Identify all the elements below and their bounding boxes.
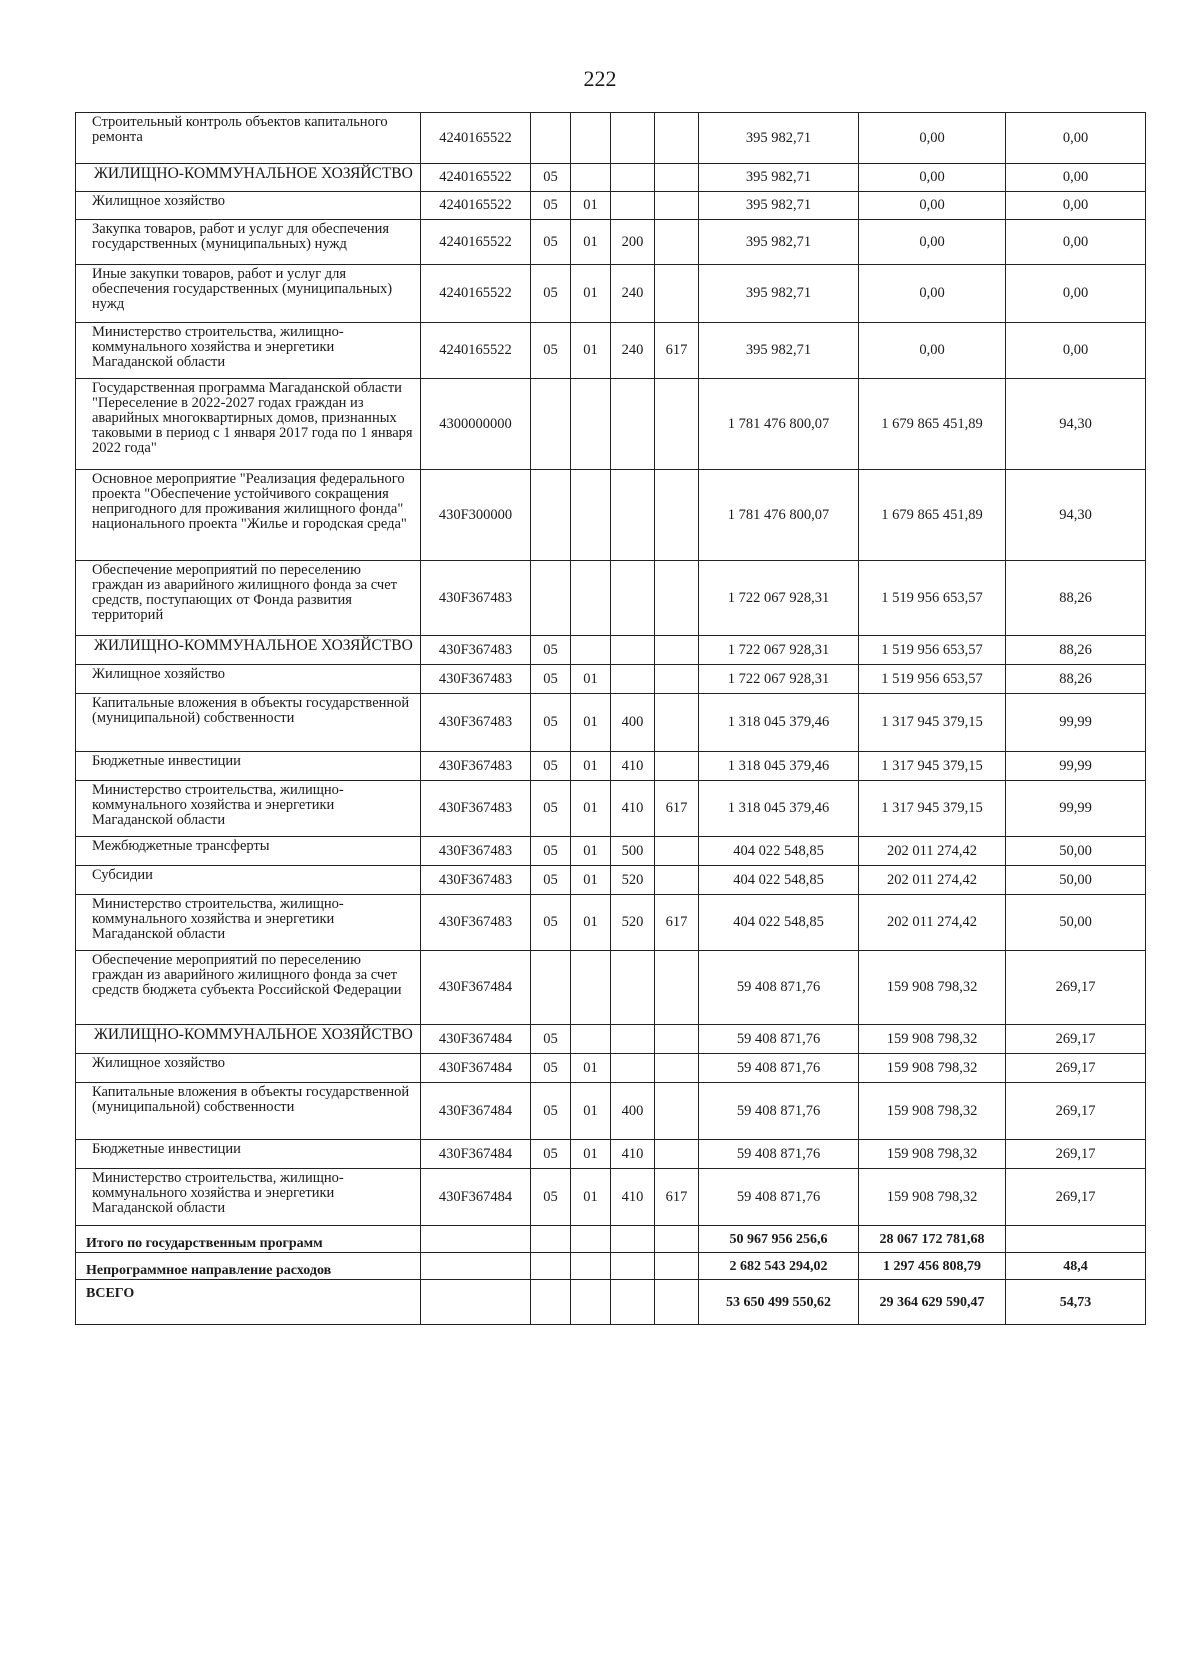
row-percent: 50,00 xyxy=(1006,895,1146,951)
table-row xyxy=(76,694,1146,752)
row-administrator: 617 xyxy=(655,1169,699,1226)
row-administrator xyxy=(655,164,699,192)
row-percent: 99,99 xyxy=(1006,694,1146,752)
row-section: 05 xyxy=(531,636,571,665)
row-name: ЖИЛИЩНО-КОММУНАЛЬНОЕ ХОЗЯЙСТВО xyxy=(76,164,421,192)
row-actual-amount: 1 317 945 379,15 xyxy=(859,781,1006,837)
row-subsection: 01 xyxy=(571,781,611,837)
row-percent: 0,00 xyxy=(1006,323,1146,379)
row-planned-amount: 1 318 045 379,46 xyxy=(699,694,859,752)
row-planned-amount: 1 722 067 928,31 xyxy=(699,636,859,665)
row-actual-amount: 159 908 798,32 xyxy=(859,1169,1006,1226)
row-section: 05 xyxy=(531,694,571,752)
table-row xyxy=(76,1140,1146,1169)
row-expense-type: 410 xyxy=(611,752,655,781)
total-planned-amount: 50 967 956 256,6 xyxy=(699,1226,859,1253)
row-actual-amount: 159 908 798,32 xyxy=(859,1140,1006,1169)
row-percent: 269,17 xyxy=(1006,951,1146,1025)
row-target-code: 430F367483 xyxy=(421,561,531,636)
row-target-code: 4300000000 xyxy=(421,379,531,470)
row-target-code: 430F367483 xyxy=(421,752,531,781)
row-administrator: 617 xyxy=(655,781,699,837)
row-administrator xyxy=(655,1083,699,1140)
row-percent: 88,26 xyxy=(1006,561,1146,636)
row-planned-amount: 59 408 871,76 xyxy=(699,1140,859,1169)
row-planned-amount: 395 982,71 xyxy=(699,113,859,164)
row-name: Министерство строительства, жилищно-коммунального хозяйства и энергетики Магаданской области xyxy=(76,1169,421,1226)
row-administrator xyxy=(655,113,699,164)
row-planned-amount: 395 982,71 xyxy=(699,265,859,323)
row-percent: 88,26 xyxy=(1006,636,1146,665)
row-name: Жилищное хозяйство xyxy=(76,665,421,694)
row-subsection: 01 xyxy=(571,323,611,379)
row-administrator xyxy=(655,951,699,1025)
row-section: 05 xyxy=(531,1025,571,1054)
table-row xyxy=(76,752,1146,781)
row-name: Закупка товаров, работ и услуг для обеспечения государственных (муниципальных) нужд xyxy=(76,220,421,265)
row-planned-amount: 59 408 871,76 xyxy=(699,1169,859,1226)
row-target-code: 430F367483 xyxy=(421,895,531,951)
row-actual-amount: 159 908 798,32 xyxy=(859,951,1006,1025)
row-expense-type: 240 xyxy=(611,323,655,379)
row-administrator xyxy=(655,265,699,323)
row-target-code: 430F367483 xyxy=(421,694,531,752)
row-expense-type: 400 xyxy=(611,694,655,752)
row-administrator xyxy=(655,752,699,781)
table-row xyxy=(76,470,1146,561)
row-expense-type xyxy=(611,636,655,665)
row-subsection: 01 xyxy=(571,1140,611,1169)
table-row xyxy=(76,323,1146,379)
row-target-code: 430F300000 xyxy=(421,470,531,561)
row-actual-amount: 0,00 xyxy=(859,265,1006,323)
row-expense-type xyxy=(611,379,655,470)
row-actual-amount: 1 679 865 451,89 xyxy=(859,470,1006,561)
row-section xyxy=(531,951,571,1025)
total-planned-amount: 2 682 543 294,02 xyxy=(699,1253,859,1280)
row-percent: 88,26 xyxy=(1006,665,1146,694)
row-percent: 0,00 xyxy=(1006,220,1146,265)
row-planned-amount: 395 982,71 xyxy=(699,192,859,220)
row-percent: 269,17 xyxy=(1006,1054,1146,1083)
grand-total-planned-amount: 53 650 499 550,62 xyxy=(699,1280,859,1325)
row-target-code: 4240165522 xyxy=(421,164,531,192)
row-percent: 99,99 xyxy=(1006,781,1146,837)
table-row xyxy=(76,164,1146,192)
total-actual-amount: 1 297 456 808,79 xyxy=(859,1253,1006,1280)
table-row xyxy=(76,636,1146,665)
row-percent: 0,00 xyxy=(1006,164,1146,192)
row-percent: 0,00 xyxy=(1006,192,1146,220)
grand-total-row xyxy=(76,1280,1146,1325)
row-percent: 269,17 xyxy=(1006,1140,1146,1169)
row-name: Основное мероприятие "Реализация федерального проекта "Обеспечение устойчивого сокращения непригодного для проживания жилищного фонда" национального проекта "Жилье и городская среда" xyxy=(76,470,421,561)
row-actual-amount: 1 519 956 653,57 xyxy=(859,665,1006,694)
row-target-code: 4240165522 xyxy=(421,323,531,379)
row-section: 05 xyxy=(531,895,571,951)
row-section xyxy=(531,470,571,561)
row-administrator xyxy=(655,665,699,694)
row-subsection: 01 xyxy=(571,665,611,694)
row-target-code: 430F367483 xyxy=(421,665,531,694)
row-subsection: 01 xyxy=(571,837,611,866)
row-subsection: 01 xyxy=(571,895,611,951)
row-section: 05 xyxy=(531,665,571,694)
row-percent: 269,17 xyxy=(1006,1169,1146,1226)
row-name: Министерство строительства, жилищно-коммунального хозяйства и энергетики Магаданской области xyxy=(76,895,421,951)
table-row xyxy=(76,1025,1146,1054)
row-administrator xyxy=(655,694,699,752)
row-administrator xyxy=(655,1054,699,1083)
table-row xyxy=(76,1083,1146,1140)
row-name: Бюджетные инвестиции xyxy=(76,1140,421,1169)
row-subsection: 01 xyxy=(571,752,611,781)
table-row xyxy=(76,837,1146,866)
row-section: 05 xyxy=(531,837,571,866)
row-planned-amount: 1 722 067 928,31 xyxy=(699,665,859,694)
table-row xyxy=(76,665,1146,694)
row-actual-amount: 159 908 798,32 xyxy=(859,1083,1006,1140)
row-target-code: 430F367484 xyxy=(421,1083,531,1140)
row-percent: 50,00 xyxy=(1006,866,1146,895)
row-section: 05 xyxy=(531,164,571,192)
row-planned-amount: 1 722 067 928,31 xyxy=(699,561,859,636)
row-expense-type xyxy=(611,951,655,1025)
table-row xyxy=(76,192,1146,220)
row-section xyxy=(531,379,571,470)
row-subsection xyxy=(571,379,611,470)
row-actual-amount: 0,00 xyxy=(859,323,1006,379)
row-expense-type: 410 xyxy=(611,781,655,837)
row-actual-amount: 0,00 xyxy=(859,113,1006,164)
row-planned-amount: 404 022 548,85 xyxy=(699,895,859,951)
row-percent: 0,00 xyxy=(1006,265,1146,323)
table-row xyxy=(76,1054,1146,1083)
row-administrator: 617 xyxy=(655,895,699,951)
row-target-code: 430F367483 xyxy=(421,636,531,665)
row-name: Межбюджетные трансферты xyxy=(76,837,421,866)
row-section: 05 xyxy=(531,1169,571,1226)
row-administrator: 617 xyxy=(655,323,699,379)
row-section: 05 xyxy=(531,752,571,781)
total-percent: 48,4 xyxy=(1006,1253,1146,1280)
row-section xyxy=(531,561,571,636)
row-name: Обеспечение мероприятий по переселению граждан из аварийного жилищного фонда за счет средств, поступающих от Фонда развития территорий xyxy=(76,561,421,636)
table-row xyxy=(76,951,1146,1025)
row-name: ЖИЛИЩНО-КОММУНАЛЬНОЕ ХОЗЯЙСТВО xyxy=(76,1025,421,1054)
row-name: Капитальные вложения в объекты государственной (муниципальной) собственности xyxy=(76,694,421,752)
total-actual-amount: 28 067 172 781,68 xyxy=(859,1226,1006,1253)
row-actual-amount: 1 679 865 451,89 xyxy=(859,379,1006,470)
row-planned-amount: 395 982,71 xyxy=(699,323,859,379)
table-row xyxy=(76,781,1146,837)
row-percent: 0,00 xyxy=(1006,113,1146,164)
row-subsection xyxy=(571,951,611,1025)
table-row xyxy=(76,866,1146,895)
row-actual-amount: 202 011 274,42 xyxy=(859,895,1006,951)
table-row xyxy=(76,895,1146,951)
row-actual-amount: 0,00 xyxy=(859,220,1006,265)
row-administrator xyxy=(655,470,699,561)
row-expense-type xyxy=(611,1025,655,1054)
row-subsection: 01 xyxy=(571,1169,611,1226)
row-name: Бюджетные инвестиции xyxy=(76,752,421,781)
row-expense-type: 400 xyxy=(611,1083,655,1140)
row-planned-amount: 404 022 548,85 xyxy=(699,837,859,866)
row-administrator xyxy=(655,220,699,265)
row-expense-type: 410 xyxy=(611,1140,655,1169)
row-percent: 50,00 xyxy=(1006,837,1146,866)
row-section: 05 xyxy=(531,265,571,323)
row-target-code: 430F367483 xyxy=(421,781,531,837)
total-label: Непрограммное направление расходов xyxy=(76,1253,421,1280)
row-subsection: 01 xyxy=(571,220,611,265)
grand-total-percent: 54,73 xyxy=(1006,1280,1146,1325)
row-name: Иные закупки товаров, работ и услуг для обеспечения государственных (муниципальных) нужд xyxy=(76,265,421,323)
row-name: Обеспечение мероприятий по переселению граждан из аварийного жилищного фонда за счет средств бюджета субъекта Российской Федерации xyxy=(76,951,421,1025)
row-name: Жилищное хозяйство xyxy=(76,192,421,220)
row-planned-amount: 395 982,71 xyxy=(699,220,859,265)
row-planned-amount: 1 318 045 379,46 xyxy=(699,781,859,837)
table-row xyxy=(76,265,1146,323)
row-actual-amount: 1 317 945 379,15 xyxy=(859,694,1006,752)
row-actual-amount: 1 519 956 653,57 xyxy=(859,636,1006,665)
row-actual-amount: 0,00 xyxy=(859,192,1006,220)
row-administrator xyxy=(655,1140,699,1169)
row-target-code: 430F367484 xyxy=(421,1140,531,1169)
row-target-code: 4240165522 xyxy=(421,113,531,164)
row-actual-amount: 159 908 798,32 xyxy=(859,1054,1006,1083)
row-name: ЖИЛИЩНО-КОММУНАЛЬНОЕ ХОЗЯЙСТВО xyxy=(76,636,421,665)
row-expense-type xyxy=(611,665,655,694)
row-name: Капитальные вложения в объекты государственной (муниципальной) собственности xyxy=(76,1083,421,1140)
row-name: Государственная программа Магаданской области "Переселение в 2022-2027 годах граждан из аварийных многоквартирных домов, признанных таковыми в период с 1 января 2017 года по 1 января 2022 года" xyxy=(76,379,421,470)
row-target-code: 430F367484 xyxy=(421,1025,531,1054)
row-percent: 94,30 xyxy=(1006,470,1146,561)
row-name: Субсидии xyxy=(76,866,421,895)
row-section: 05 xyxy=(531,1140,571,1169)
row-target-code: 430F367483 xyxy=(421,837,531,866)
row-actual-amount: 1 317 945 379,15 xyxy=(859,752,1006,781)
row-target-code: 430F367484 xyxy=(421,1054,531,1083)
row-expense-type xyxy=(611,164,655,192)
row-planned-amount: 395 982,71 xyxy=(699,164,859,192)
row-section: 05 xyxy=(531,1054,571,1083)
row-target-code: 430F367484 xyxy=(421,1169,531,1226)
row-actual-amount: 159 908 798,32 xyxy=(859,1025,1006,1054)
row-subsection: 01 xyxy=(571,265,611,323)
row-expense-type: 200 xyxy=(611,220,655,265)
row-percent: 269,17 xyxy=(1006,1083,1146,1140)
table-row xyxy=(76,1169,1146,1226)
table-row xyxy=(76,561,1146,636)
row-section: 05 xyxy=(531,192,571,220)
row-actual-amount: 1 519 956 653,57 xyxy=(859,561,1006,636)
row-name: Жилищное хозяйство xyxy=(76,1054,421,1083)
row-administrator xyxy=(655,866,699,895)
row-planned-amount: 404 022 548,85 xyxy=(699,866,859,895)
row-subsection: 01 xyxy=(571,694,611,752)
row-expense-type: 410 xyxy=(611,1169,655,1226)
table-row xyxy=(76,220,1146,265)
row-section: 05 xyxy=(531,220,571,265)
row-percent: 94,30 xyxy=(1006,379,1146,470)
row-expense-type xyxy=(611,192,655,220)
total-row xyxy=(76,1226,1146,1253)
row-planned-amount: 1 781 476 800,07 xyxy=(699,470,859,561)
row-subsection: 01 xyxy=(571,1054,611,1083)
row-subsection xyxy=(571,164,611,192)
row-subsection xyxy=(571,1025,611,1054)
total-percent xyxy=(1006,1226,1146,1253)
row-subsection xyxy=(571,470,611,561)
table-row xyxy=(76,379,1146,470)
row-actual-amount: 202 011 274,42 xyxy=(859,837,1006,866)
row-subsection xyxy=(571,561,611,636)
budget-execution-table xyxy=(75,112,1146,1325)
row-percent: 99,99 xyxy=(1006,752,1146,781)
row-expense-type xyxy=(611,470,655,561)
row-target-code: 430F367484 xyxy=(421,951,531,1025)
row-administrator xyxy=(655,379,699,470)
row-section: 05 xyxy=(531,323,571,379)
row-target-code: 4240165522 xyxy=(421,265,531,323)
row-expense-type xyxy=(611,561,655,636)
row-expense-type: 520 xyxy=(611,895,655,951)
row-planned-amount: 1 318 045 379,46 xyxy=(699,752,859,781)
row-expense-type: 240 xyxy=(611,265,655,323)
row-section: 05 xyxy=(531,781,571,837)
total-label: Итого по государственным программ xyxy=(76,1226,421,1253)
row-planned-amount: 59 408 871,76 xyxy=(699,1054,859,1083)
row-administrator xyxy=(655,192,699,220)
row-subsection: 01 xyxy=(571,866,611,895)
row-expense-type: 500 xyxy=(611,837,655,866)
table-row xyxy=(76,113,1146,164)
grand-total-label: ВСЕГО xyxy=(76,1280,421,1325)
row-percent: 269,17 xyxy=(1006,1025,1146,1054)
row-name: Министерство строительства, жилищно-коммунального хозяйства и энергетики Магаданской области xyxy=(76,323,421,379)
row-name: Министерство строительства, жилищно-коммунального хозяйства и энергетики Магаданской области xyxy=(76,781,421,837)
row-planned-amount: 59 408 871,76 xyxy=(699,1083,859,1140)
row-expense-type: 520 xyxy=(611,866,655,895)
row-expense-type xyxy=(611,113,655,164)
row-expense-type xyxy=(611,1054,655,1083)
row-administrator xyxy=(655,1025,699,1054)
row-administrator xyxy=(655,837,699,866)
row-actual-amount: 202 011 274,42 xyxy=(859,866,1006,895)
total-row xyxy=(76,1253,1146,1280)
page-number: 222 xyxy=(583,66,617,91)
row-section: 05 xyxy=(531,1083,571,1140)
row-target-code: 4240165522 xyxy=(421,192,531,220)
row-administrator xyxy=(655,636,699,665)
row-planned-amount: 59 408 871,76 xyxy=(699,951,859,1025)
row-subsection: 01 xyxy=(571,192,611,220)
row-section xyxy=(531,113,571,164)
row-administrator xyxy=(655,561,699,636)
row-subsection xyxy=(571,113,611,164)
row-actual-amount: 0,00 xyxy=(859,164,1006,192)
row-subsection: 01 xyxy=(571,1083,611,1140)
row-planned-amount: 1 781 476 800,07 xyxy=(699,379,859,470)
row-planned-amount: 59 408 871,76 xyxy=(699,1025,859,1054)
row-name: Строительный контроль объектов капитального ремонта xyxy=(76,113,421,164)
row-section: 05 xyxy=(531,866,571,895)
row-subsection xyxy=(571,636,611,665)
grand-total-actual-amount: 29 364 629 590,47 xyxy=(859,1280,1006,1325)
row-target-code: 430F367483 xyxy=(421,866,531,895)
row-target-code: 4240165522 xyxy=(421,220,531,265)
